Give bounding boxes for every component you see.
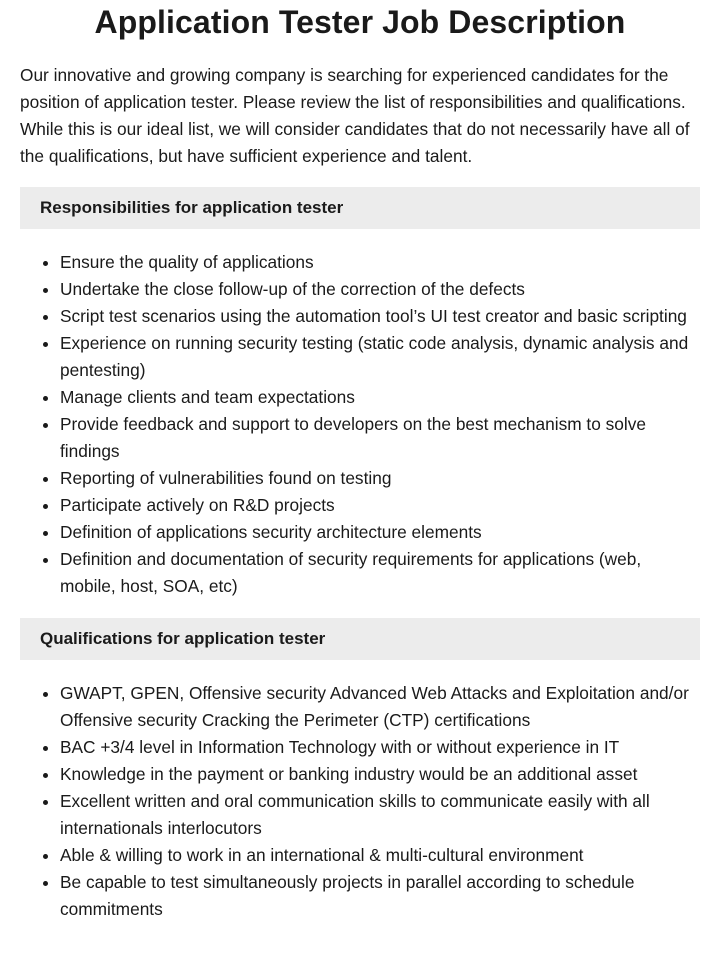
list-item: • Reporting of vulnerabilities found on testing	[60, 465, 700, 492]
intro-paragraph: Our innovative and growing company is searching for experienced candidates for the position of application tester. Please review the list of responsibilities and qualifications. While this is our ideal list, we will consider candidates that do not necessarily have all of the qualifications, but have sufficient experience and talent.	[20, 65, 690, 166]
list-item: • BAC +3/4 level in Information Technology with or without experience in IT	[60, 734, 700, 761]
responsibilities-list	[20, 249, 700, 600]
qualifications-heading	[20, 618, 700, 660]
list-item: • Definition of applications security architecture elements	[60, 519, 700, 546]
responsibilities-heading-label: Responsibilities for application tester	[40, 198, 344, 217]
list-item: • Definition and documentation of security requirements for applications (web, mobile, host, SOA, etc)	[60, 546, 700, 600]
list-item: • Be capable to test simultaneously projects in parallel according to schedule commitments	[60, 869, 700, 923]
list-item: • Script test scenarios using the automation tool’s UI test creator and basic scripting	[60, 303, 700, 330]
list-item: • Experience on running security testing (static code analysis, dynamic analysis and pentesting)	[60, 330, 700, 384]
list-item: • Excellent written and oral communication skills to communicate easily with all internationals interlocutors	[60, 788, 700, 842]
qualifications-list	[20, 680, 700, 923]
list-item: • Knowledge in the payment or banking industry would be an additional asset	[60, 761, 700, 788]
responsibilities-heading	[20, 187, 700, 229]
list-item: • Provide feedback and support to developers on the best mechanism to solve findings	[60, 411, 700, 465]
list-item: • GWAPT, GPEN, Offensive security Advanced Web Attacks and Exploitation and/or Offensive security Cracking the Perimeter (CTP) certifications	[60, 680, 700, 734]
list-item: • Participate actively on R&D projects	[60, 492, 700, 519]
list-item: • Undertake the close follow-up of the correction of the defects	[60, 276, 700, 303]
list-item: • Ensure the quality of applications	[60, 249, 700, 276]
qualifications-heading-label: Qualifications for application tester	[40, 629, 326, 648]
list-item: • Manage clients and team expectations	[60, 384, 700, 411]
list-item: • Able & willing to work in an international & multi-cultural environment	[60, 842, 700, 869]
page-title: Application Tester Job Description	[94, 4, 626, 40]
